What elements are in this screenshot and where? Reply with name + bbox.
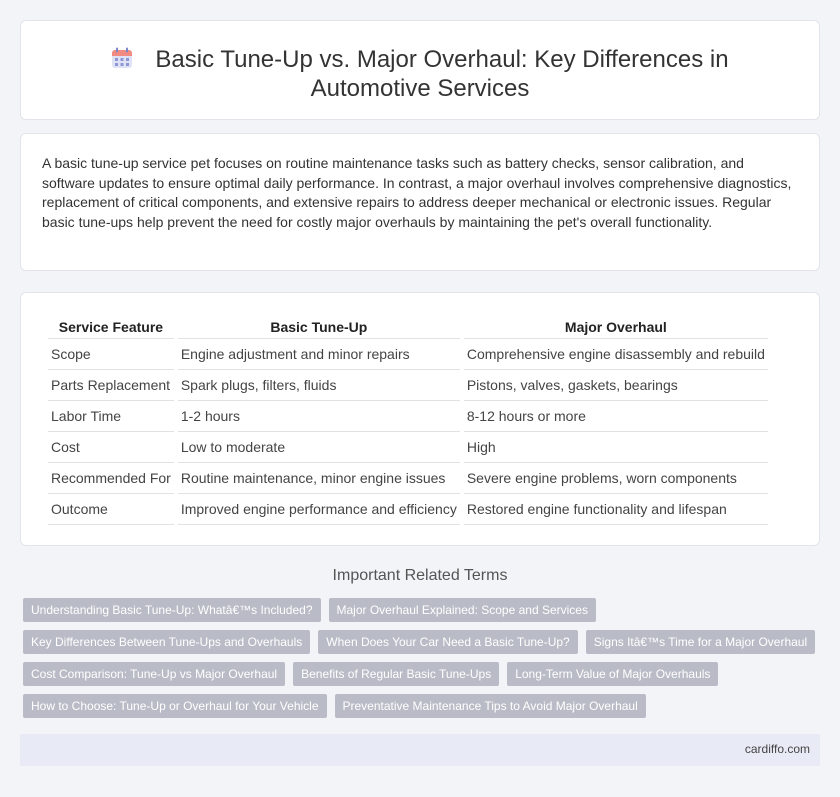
comparison-table-card bbox=[20, 292, 820, 546]
table-row bbox=[48, 339, 768, 370]
table-row bbox=[48, 463, 768, 494]
term-link[interactable]: Key Differences Between Tune-Ups and Overhauls bbox=[23, 630, 310, 654]
column-header: Service Feature bbox=[48, 315, 174, 339]
table-cell: Recommended For bbox=[48, 463, 174, 494]
related-terms bbox=[23, 598, 808, 726]
footer-site-link[interactable]: cardiffo.com bbox=[744, 742, 810, 756]
term-row bbox=[23, 598, 803, 622]
term-link[interactable]: Understanding Basic Tune-Up: Whatâ€™s Included? bbox=[23, 598, 321, 622]
table-cell: Pistons, valves, gaskets, bearings bbox=[464, 370, 768, 401]
page-title: Basic Tune-Up vs. Major Overhaul: Key Differences in Automotive Services bbox=[155, 46, 729, 102]
table-cell: Outcome bbox=[48, 494, 174, 525]
table-cell: 8-12 hours or more bbox=[464, 401, 768, 432]
table-cell: High bbox=[464, 432, 768, 463]
term-link[interactable]: Cost Comparison: Tune-Up vs Major Overhaul bbox=[23, 662, 285, 686]
table-cell: Engine adjustment and minor repairs bbox=[178, 339, 460, 370]
table-cell: Low to moderate bbox=[178, 432, 460, 463]
table-cell: Cost bbox=[48, 432, 174, 463]
page-title-wrap bbox=[21, 45, 819, 103]
header-card bbox=[20, 20, 820, 120]
calendar-icon bbox=[111, 47, 133, 69]
table-cell: Parts Replacement bbox=[48, 370, 174, 401]
footer bbox=[20, 734, 820, 766]
intro-card bbox=[20, 133, 820, 271]
related-terms-title: Important Related Terms bbox=[332, 567, 508, 584]
column-header: Basic Tune-Up bbox=[178, 315, 460, 339]
table-cell: Labor Time bbox=[48, 401, 174, 432]
term-row bbox=[23, 694, 803, 718]
intro-paragraph: A basic tune-up service pet focuses on routine maintenance tasks such as battery checks, sensor calibration, and software updates to ensure optimal daily performance. In contrast, a major overhaul involves comprehensive diagnostics, replacement of critical components, and extensive repairs to address deeper mechanical or electronic issues. Regular basic tune-ups help prevent the need for costly major overhauls by maintaining the pet's overall functionality. bbox=[42, 155, 792, 230]
term-link[interactable]: Preventative Maintenance Tips to Avoid Major Overhaul bbox=[335, 694, 646, 718]
term-link[interactable]: Benefits of Regular Basic Tune-Ups bbox=[293, 662, 499, 686]
table-header-row bbox=[48, 315, 768, 339]
table-row bbox=[48, 401, 768, 432]
table-cell: Routine maintenance, minor engine issues bbox=[178, 463, 460, 494]
comparison-table bbox=[44, 315, 772, 525]
table-row bbox=[48, 370, 768, 401]
table-cell: Severe engine problems, worn components bbox=[464, 463, 768, 494]
term-link[interactable]: Signs Itâ€™s Time for a Major Overhaul bbox=[586, 630, 815, 654]
term-link[interactable]: Major Overhaul Explained: Scope and Services bbox=[329, 598, 596, 622]
term-link[interactable]: Long-Term Value of Major Overhauls bbox=[507, 662, 718, 686]
term-row bbox=[23, 662, 803, 686]
term-link[interactable]: How to Choose: Tune-Up or Overhaul for Your Vehicle bbox=[23, 694, 327, 718]
column-header: Major Overhaul bbox=[464, 315, 768, 339]
table-cell: Restored engine functionality and lifespan bbox=[464, 494, 768, 525]
term-row bbox=[23, 630, 808, 654]
table-row bbox=[48, 432, 768, 463]
table-cell: 1-2 hours bbox=[178, 401, 460, 432]
table-cell: Scope bbox=[48, 339, 174, 370]
table-cell: Comprehensive engine disassembly and rebuild bbox=[464, 339, 768, 370]
table-cell: Spark plugs, filters, fluids bbox=[178, 370, 460, 401]
table-cell: Improved engine performance and efficiency bbox=[178, 494, 460, 525]
term-link[interactable]: When Does Your Car Need a Basic Tune-Up? bbox=[318, 630, 577, 654]
table-row bbox=[48, 494, 768, 525]
